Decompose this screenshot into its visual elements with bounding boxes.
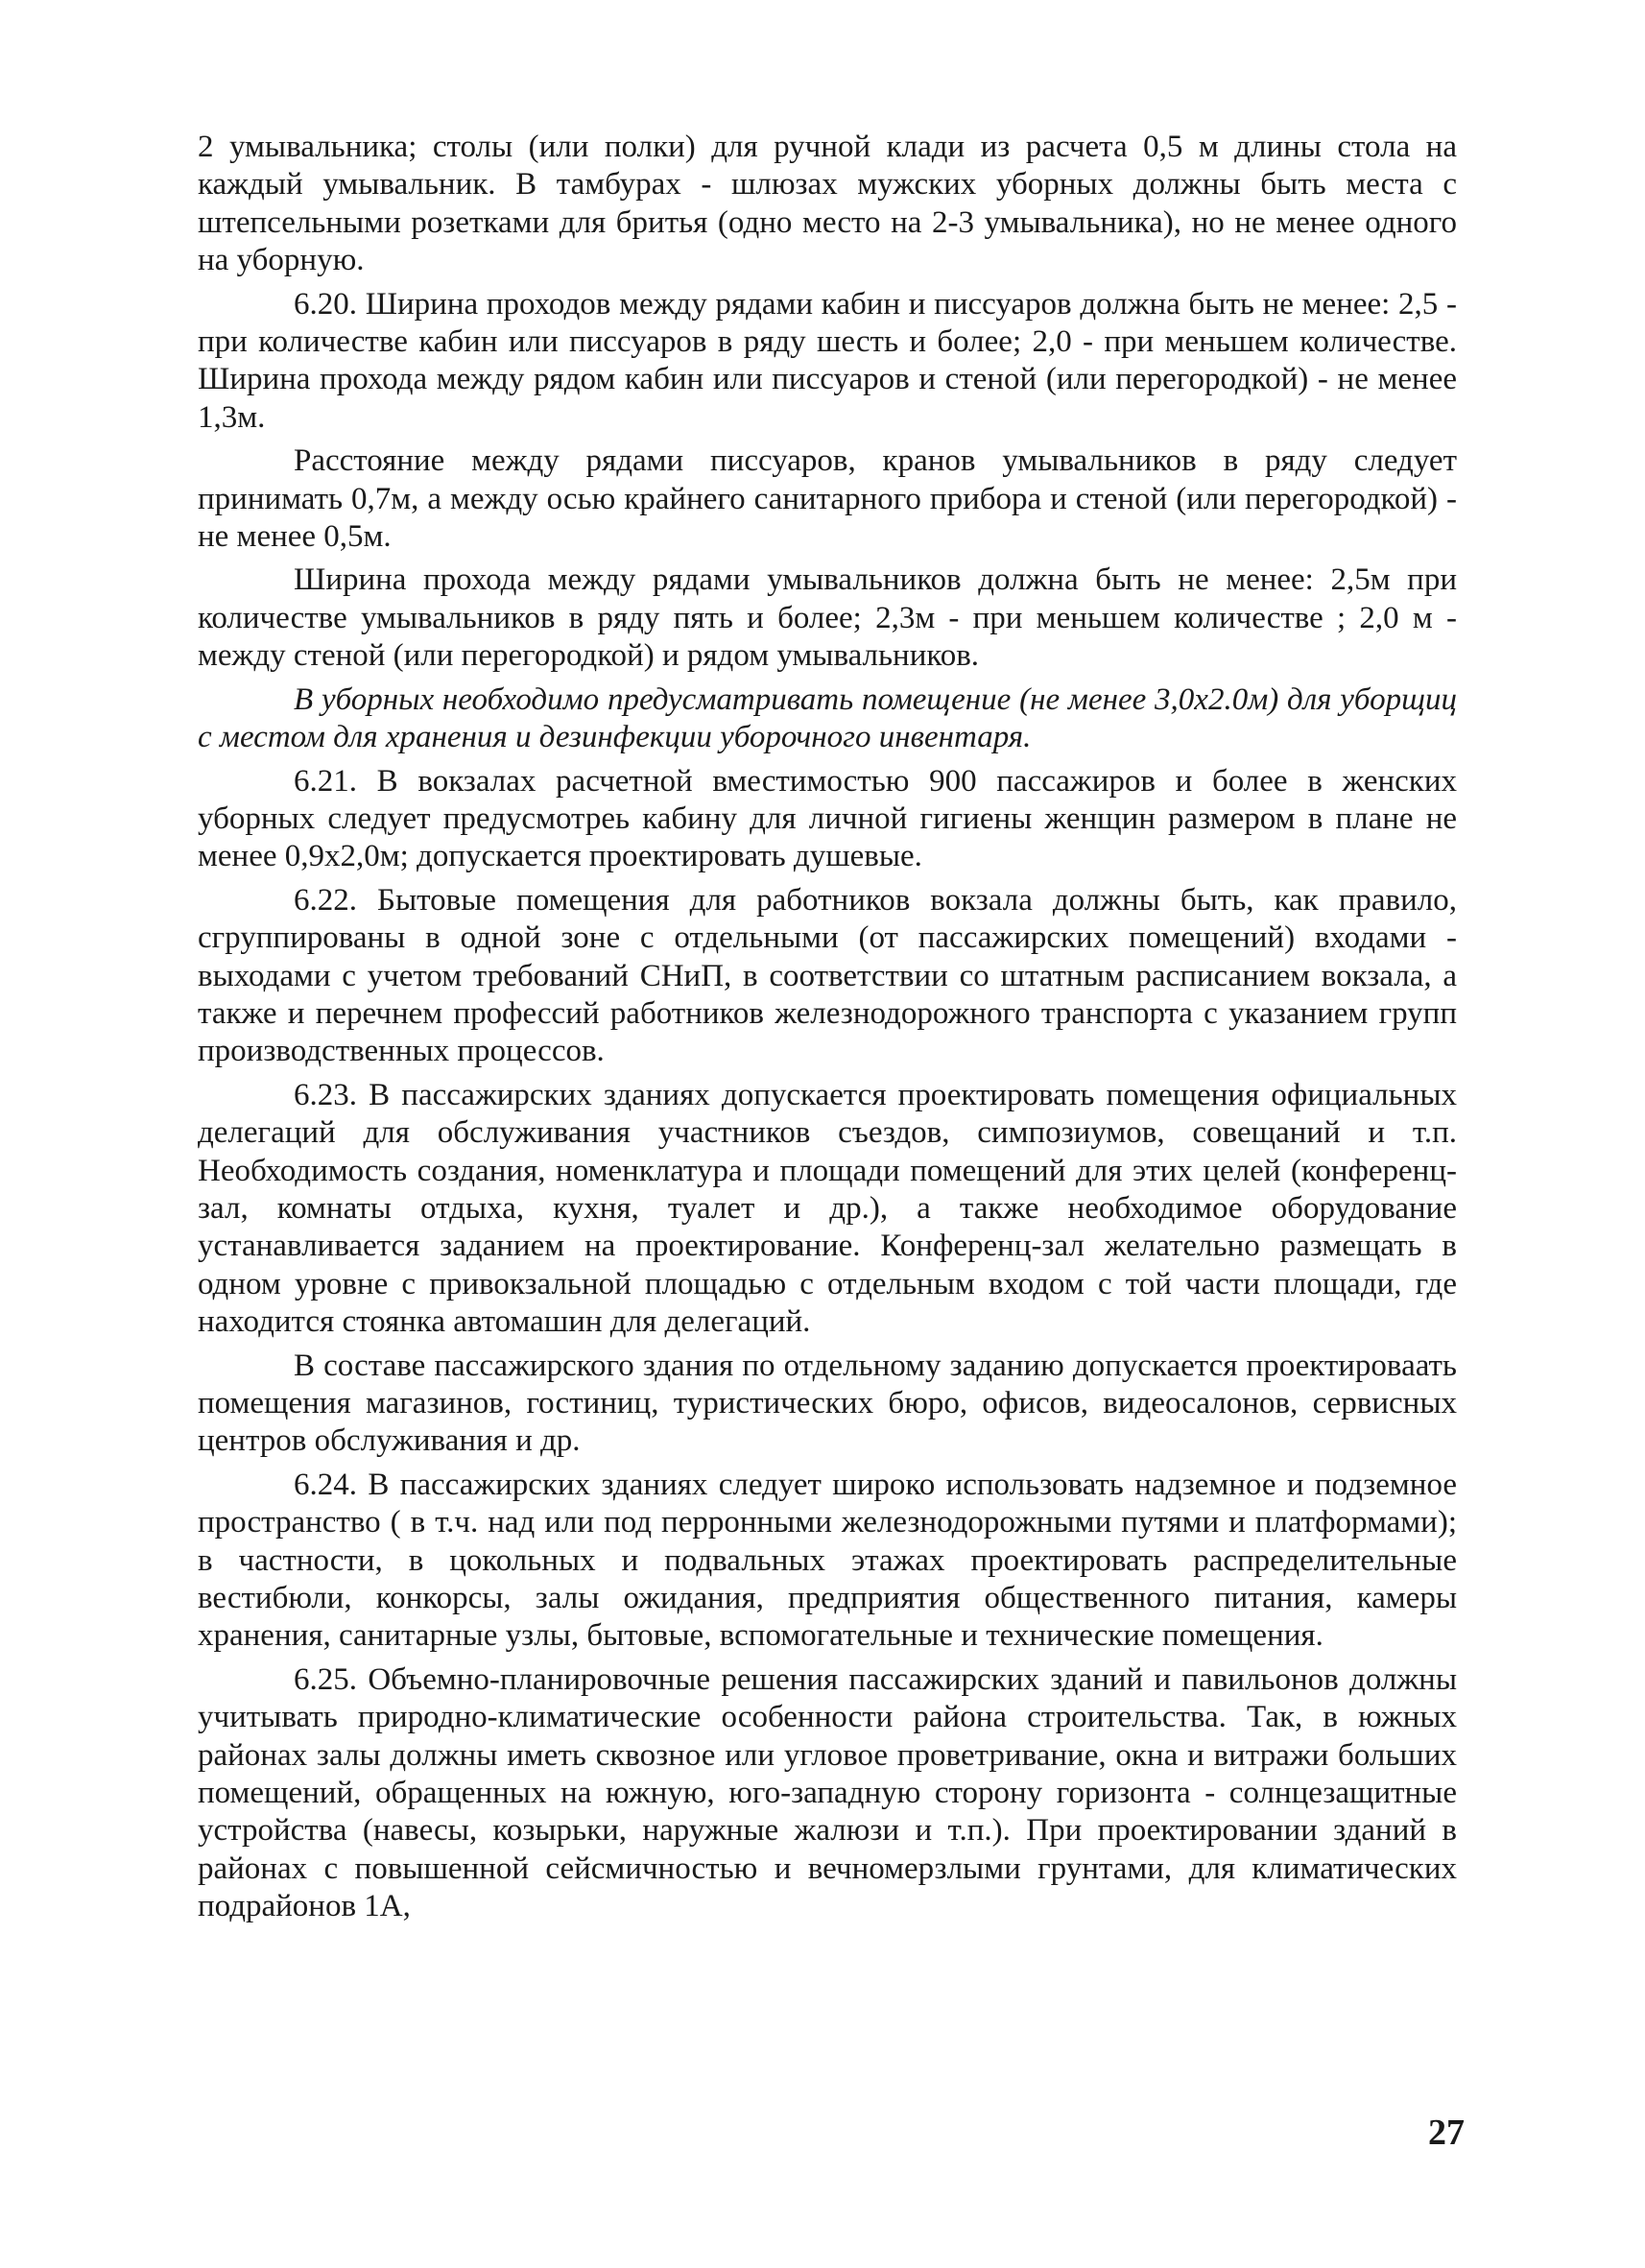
paragraph-washbasins-tables: 2 умывальника; столы (или полки) для ручной клади из расчета 0,5 м длины стола на каждый умывальник. В тамбурах - шлюзах мужских уборных должны быть места с штепсельными розетками для бритья (одно место на 2-3 умывальника), но не менее одного на уборную. [198, 130, 1457, 278]
paragraph-6-25: 6.25. Объемно-планировочные решения пассажирских зданий и павильонов должны учитывать природно-климатические особенности района строительства. Так, в южных районах залы должны иметь сквозное или угловое проветривание, окна и витражи больших помещений, обращенных на южную, юго-западную сторону горизонта - солнцезащитные устройства (навесы, козырьки, наружные жалюзи и т.п.). При проектировании зданий в районах с повышенной сейсмичностью и вечномерзлыми грунтами, для климатических подрайонов 1А, [198, 1661, 1457, 1924]
paragraph-washbasin-passage: Ширина прохода между рядами умывальников должна быть не менее: 2,5м при количестве умывальников в ряду пять и более; 2,3м - при меньшем количестве ; 2,0 м - между стеной (или перегородкой) и рядом умывальников. [198, 562, 1457, 674]
paragraph-urinal-spacing: Расстояние между рядами писсуаров, кранов умывальников в ряду следует принимать 0,7м, а между осью крайнего санитарного прибора и стеной (или перегородкой) - не менее 0,5м. [198, 443, 1457, 555]
paragraph-6-23: 6.23. В пассажирских зданиях допускается проектировать помещения официальных делегаций для обслуживания участников съездов, симпозиумов, совещаний и т.п. Необходимость создания, номенклатура и площади помещений для этих целей (конференц-зал, комнаты отдыха, кухня, туалет и др.), а также необходимое оборудование устанавливается заданием на проектирование. Конференц-зал желательно размещать в одном уровне с привокзальной площадью с отдельным входом с той части площади, где находится стоянка автомашин для делегаций. [198, 1077, 1457, 1340]
page-body-text [198, 129, 1457, 1926]
paragraph-6-24: 6.24. В пассажирских зданиях следует широко использовать надземное и подземное пространство ( в т.ч. над или под перронными железнодорожными путями и платформами); в частности, в цокольных и подвальных этажах проектировать распределительные вестибюли, конкорсы, залы ожидания, предприятия общественного питания, камеры хранения, санитарные узлы, бытовые, вспомогательные и технические помещения. [198, 1467, 1457, 1654]
paragraph-6-20: 6.20. Ширина проходов между рядами кабин и писсуаров должна быть не менее: 2,5 - при количестве кабин или писсуаров в ряду шесть и более; 2,0 - при меньшем количестве. Ширина прохода между рядом кабин или писсуаров и стеной (или перегородкой) - не менее 1,3м. [198, 286, 1457, 435]
paragraph-cleaners-room: В уборных необходимо предусматривать помещение (не менее 3,0х2.0м) для уборщиц с местом для хранения и дезинфекции уборочного инвентаря. [198, 681, 1457, 755]
paragraph-6-21: 6.21. В вокзалах расчетной вместимостью 900 пассажиров и более в женских уборных следует предусмотреь кабину для личной гигиены женщин размером в плане не менее 0,9х2,0м; допускается проектировать душевые. [198, 763, 1457, 874]
paragraph-6-22: 6.22. Бытовые помещения для работников вокзала должны быть, как правило, сгруппированы в одной зоне с отдельными (от пассажирских помещений) входами - выходами с учетом требований СНиП, в соответствии со штатным расписанием вокзала, а также и перечнем профессий работников железнодорожного транспорта с указанием групп производственных процессов. [198, 882, 1457, 1069]
paragraph-additional-premises: В составе пассажирского здания по отдельному заданию допускается проектироваать помещения магазинов, гостиниц, туристических бюро, офисов, видеосалонов, сервисных центров обслуживания и др. [198, 1348, 1457, 1459]
page-number: 27 [1428, 2113, 1465, 2153]
